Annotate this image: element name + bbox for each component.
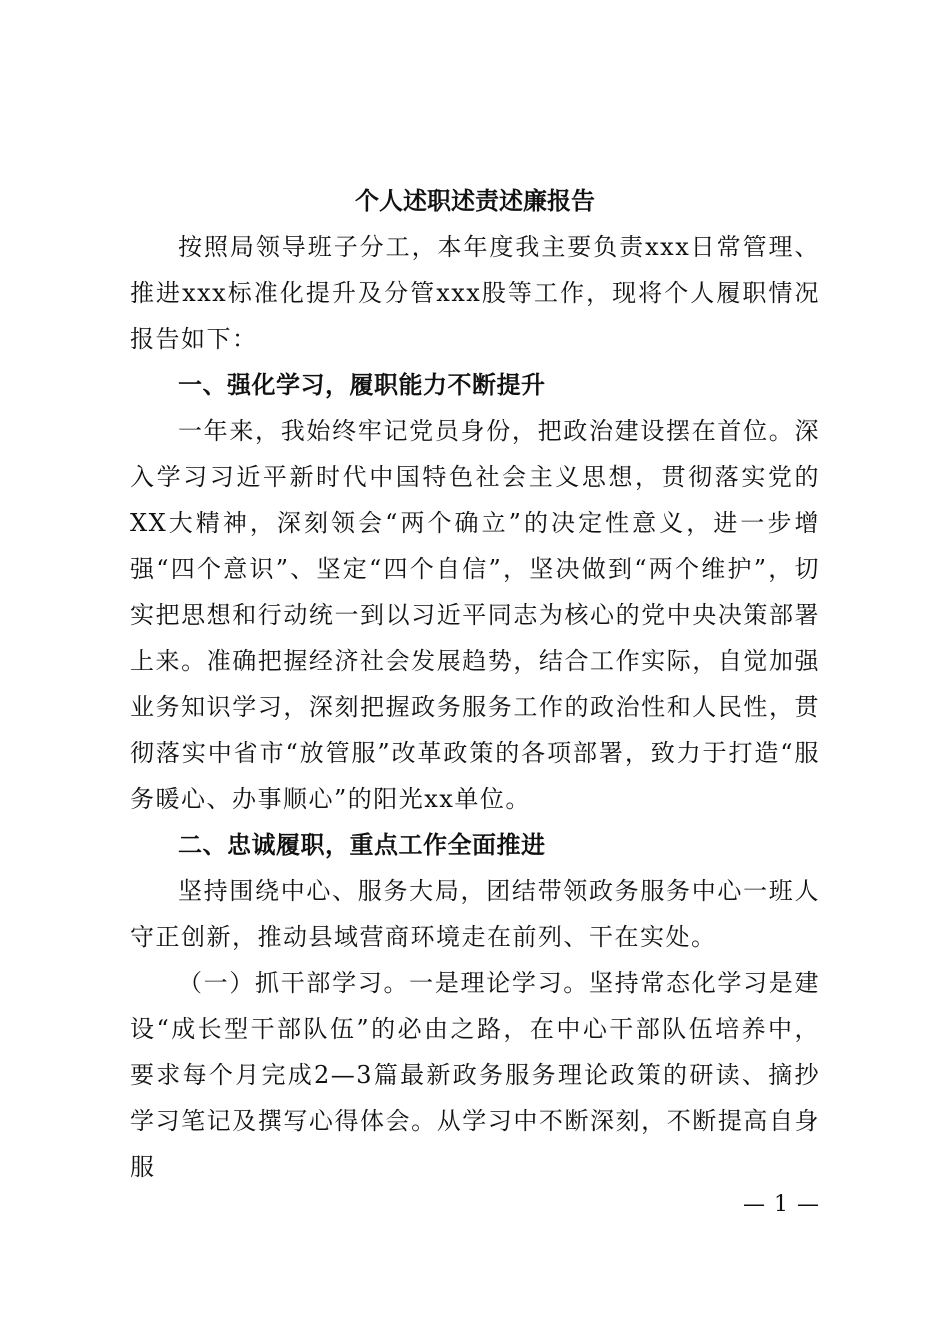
section-2-heading: 二、忠诚履职，重点工作全面推进 [178,831,546,859]
page-number: — 1 — [743,1192,820,1217]
section-2-subsection-1: （一）抓干部学习。一是理论学习。坚持常态化学习是建设“成长型干部队伍”的必由之路，在中心干部队伍培养中，要求每个月完成2—3篇最新政务服务理论政策的研读、摘抄学习笔记及撰写心得体会。从学习中不断深刻，不断提高自身服 [130,969,820,1181]
section-2-paragraph: 坚持围绕中心、服务大局，团结带领政务服务中心一班人守正创新，推动县域营商环境走在前列、干在实处。 [130,877,820,951]
section-1-paragraph: 一年来，我始终牢记党员身份，把政治建设摆在首位。深入学习习近平新时代中国特色社会主义思想，贯彻落实党的XX大精神，深刻领会“两个确立”的决定性意义，进一步增强“四个意识”、坚定“四个自信”，坚决做到“两个维护”，切实把思想和行动统一到以习近平同志为核心的党中央决策部署上来。准确把握经济社会发展趋势，结合工作实际，自觉加强业务知识学习，深刻把握政务服务工作的政治性和人民性，贯彻落实中省市“放管服”改革政策的各项部署，致力于打造“服务暖心、办事顺心”的阳光xx单位。 [130,417,820,813]
intro-paragraph: 按照局领导班子分工，本年度我主要负责xxx日常管理、推进xxx标准化提升及分管xxx股等工作，现将个人履职情况报告如下： [130,233,820,353]
document-body [130,178,820,1190]
section-1-heading: 一、强化学习，履职能力不断提升 [178,371,546,399]
document-title: 个人述职述责述廉报告 [355,186,595,215]
